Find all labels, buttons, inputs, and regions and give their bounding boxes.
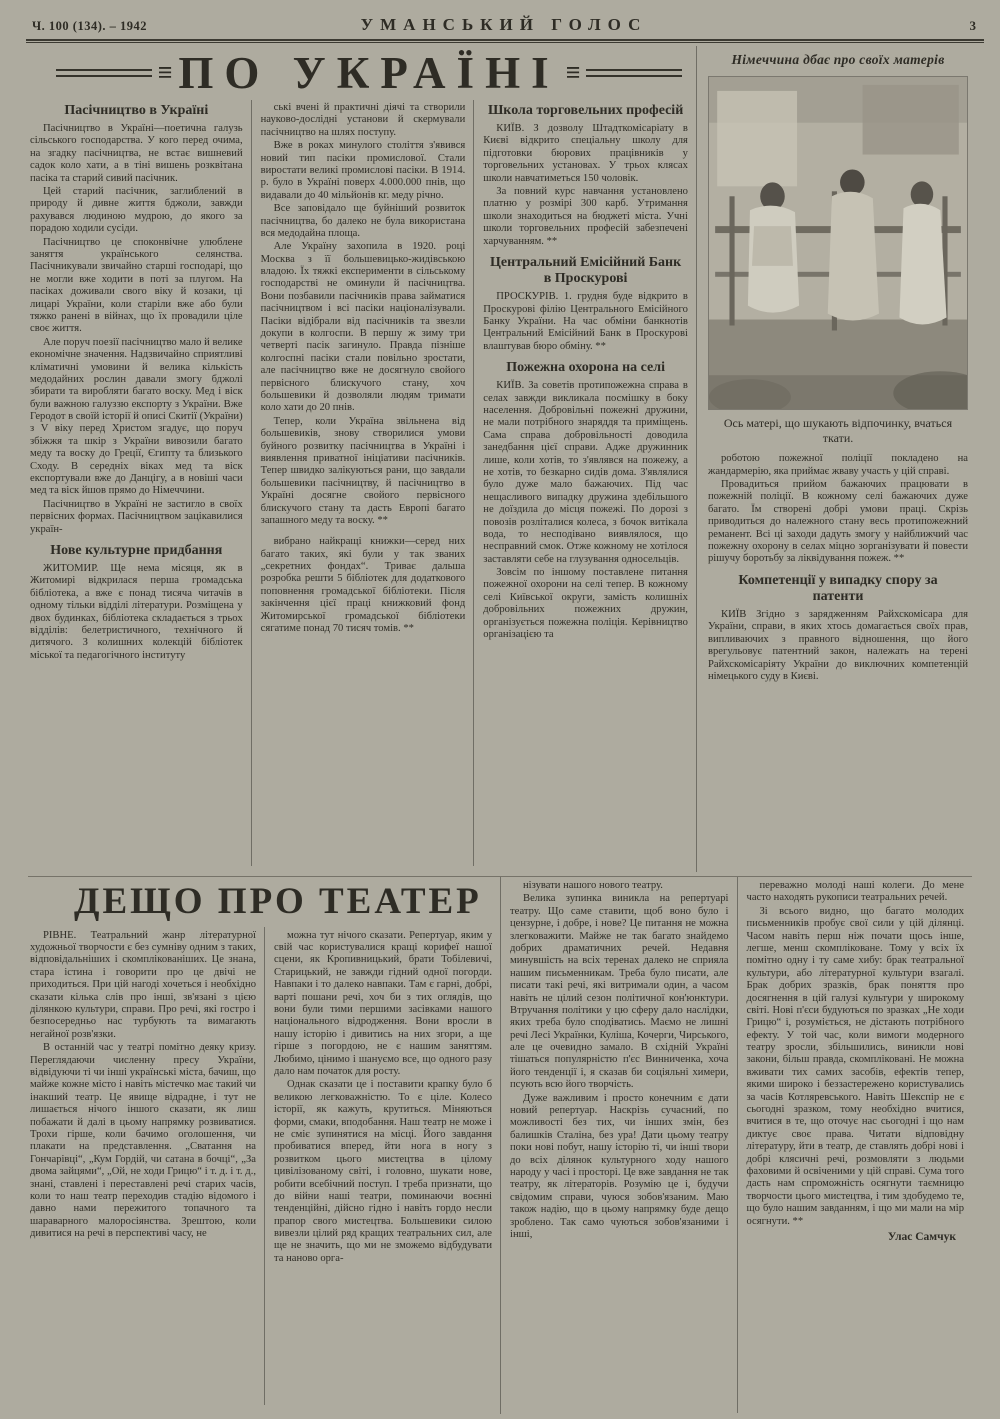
article-title-library: Нове культурне придбання bbox=[50, 542, 223, 558]
theater-column-4-text: переважно молоді наші колеги. До мене часто находять рукописи театральних речей. Зі всього видно, що багато молодих письменників пробує свої сили у цій ділянці. Часом навіть перш ніж почати щось інше, легше, менш скомпліковане. Тому у всіх їх помітно одну і ту саме хибу: брак театральної культури, або літературної культури взагалі. Брак добрих зразків, брак поняття про досягнення в цій галузі культури у широкому світі. Нові п'єси будуються по зразках „Не ходи Грицю“ і, розуміється, не дістають потрібного ефекту. У той час, коли вимоги модерного театру зросли, збільшились, виникли нові закони, більш правда, скомпліковані. Не можна вживати тих самих засобів, ефектів тепер, якими широко і беззастережено користувались за часів Котляревського. Навіть Шекспір не є сьогодні зразком, тому необхідно вчитися, вчитися в те, що оточує нас сьогодні і що нам диктує своє права. Читати відповідну літературу, йти в театр, де ставлять добрі нові і добрі клясичні речі, розмовляти з людьми фаховими й освіченими у цій справі. Сума того дасть нам спроможність осягнути таємницю творчости цього мистецтва, і тим здобудемо те, що було нашим завданням, і що ми мали на мір осягнути. ** bbox=[746, 880, 964, 1227]
theater-left-block bbox=[28, 877, 500, 1414]
theater-columns-right bbox=[501, 877, 972, 1413]
theater-column-4 bbox=[737, 877, 973, 1413]
library-text-col1: ЖИТОМИР. Ще нема місяця, як в Житомирі відкрилася перша громадська бібліотека, а вже є понад тисяча читачів в одному тільки відділі літератури. Розміщена у двох будинках, бібліотека складається з трьох відділів: белетристичного, технічного й дитячого. З колишних колекцій бібліотек міської та педагогічного інституту bbox=[30, 563, 243, 661]
masthead bbox=[32, 15, 976, 35]
page-number: 3 bbox=[969, 18, 976, 33]
column-gap bbox=[261, 528, 466, 536]
author-signature: Улас Самчук bbox=[887, 1230, 956, 1243]
theater-column-3: нізувати нашого нового театру. Велика зупинка виникла на репертуарі театру. Що саме ставити, щоб воно було і цензурне, і добре, і нове? Це питання не можна злегковажити. Майже не так багато знайдемо добрих драматичних речей. Недавня минувшість на всіх теренах далеко не сприяла нашим письменникам. Треба було писати, але писати такі речі, які витримали один, а часом навіть не цілий сезон політичної кон'юнктури. Втручання політики у цю сферу дало наслідки, яких треба було сподіватись. Маємо не лишні речі Лесі Українки, Куліша, Кочерги, Чирського, але це очевидно замало. В східній Україні тішаться популярністю п'єс Винниченка, хоча його тенденції і, я сказав би соціяльні химери, псують всю його творчість. Дуже важливим і просто конечним є дати новий репертуар. Наскрізь сучасний, по можливості без тих, чи інших змін, без балишків Сталіна, без ура! Дати цьому театру поки нові побут, нашу історію ті, чи інші твори до всіх ділянок культурного ходу нашого народу у часі і просторі. Це вже завдання не так театру, як літераторів. Розумію це і, будучи свідомим справи, чуюся зобов'язаним. Маю також надію, що в цьому напрямку буде дещо зроблено. Так само чуються зобов'язаними і інші, bbox=[510, 880, 729, 1240]
headline-rule-right bbox=[586, 69, 682, 77]
article-title-bank: Центральний Емісійний Банк в Проскурові bbox=[490, 255, 682, 287]
theater-column-1: РІВНЕ. Театральний жанр літературної художньої творчости є без сумніву одним з таких, відповідальніших і скомплікованіших. Це знана, стара істина і говорити про це двічі не приходиться. При цій нагоді хочеться і необхідно сказати кілька слів про інші, зв'язані з цією ділянкою культури, справи. Про речі, які гостро і безпосередньо нас турбують та вимагають негайної розв'язки. В останній час у театрі помітно деяку кризу. Переглядаючи численну пресу України, відвідуючи ті чи інші українські міста, бачиш, що майже кожне місто і навіть містечко має такий чи інакший театр. Це явище відрадне, і тут не лишається нічого іншого сказати, як лиш побажати й далі в цьому напрямку розвиватися. Трохи гірше, коли бачимо оголошення, чи плакати на представлення. „Сватання на Гончарівці“, „Кум Гордій, чи сатана в бочці“, „За двома зайцями“, „Ой, не ходи Грицю“ і т. д. і т. д., знані, ставлені і переставлені речі старих часів, коли то наш театр переходив стадію відомого і давно нами пережитого топачного та шараварного малоросіянства. Зрештою, коли дивитися на речі в перспективі часу, не bbox=[30, 929, 256, 1240]
mothers-weaving-photo bbox=[708, 76, 968, 410]
patents-text: КИЇВ Згідно з зарядженням Райхскомісара для України, справи, в яких хтось домагається своїх прав, випливаючих з правного відношення, що його врегульовує патентний закон, належать на терені Райхскомісаріяту України до виключних компетенцій німецького суду в Києві. bbox=[708, 608, 968, 682]
photo-window bbox=[717, 91, 797, 186]
fire-text-col3: КИЇВ. За советів протипожежна справа в селах завжди викликала посмішку в боку населення. Добровільні пожежні дружини, не мали потрібного знаряддя та приміщень. Сама справа добровільності доводила занедбання цієї справи. Адже дружинник лише, коли хотів, то з'являвся на пожежу, а не хотів, то безкарно сидів дома. З'являлися було дуже мало бажаючих. Під час нещасливого випадку дружина здебільшого не доїздила до місця пожежі. По дорозі з повозів розліталися колеса, з бочок витікала вода, то несподівано виявлялося, що несправний смок. Отже кожному не хотілося заставляти себе на глузування односельців. Зовсім по іншому поставлене питання пожежної охорони на селі тепер. В кожному селі Київської округи, замість колишніх добровільних пожежних дружин, організується пожежна поліція. Керівництво організацією та bbox=[483, 380, 688, 641]
top-columns bbox=[28, 100, 696, 866]
theater-right-block bbox=[500, 877, 972, 1414]
library-text-col2: вибрано найкращі книжки—серед них багато таких, які були у так званих „секретних фондах“. Триває дальша розробка решти 5 бібліотек для додаткового поповнення громадської бібліотеки. Після закінчення цієї праці книжковий фонд Житомирської громадської бібліотеки сягатиме понад 70 тисяч томів. ** bbox=[260, 536, 466, 635]
bank-text: ПРОСКУРІВ. 1. грудня буде відкрито в Проскурові філію Центрального Емісійного Банку України. На час обміни банкнотів Центральний Емісійний Банк в Проскурові влаштував бюро обміну. ** bbox=[483, 291, 688, 352]
column-3 bbox=[473, 100, 696, 866]
column-2 bbox=[251, 100, 474, 866]
section-po-ukraini bbox=[28, 46, 972, 872]
headline-bars-left: ≡ bbox=[157, 58, 173, 87]
theater-column-2: можна тут нічого сказати. Репертуар, яким у свій час користувалися кращі корифеї нашої сцени, як Кропивницький, брати Тобілевичі, Старицький, не завжди гідний одної погорди. Навпаки і то далеко навпаки. Там є гарні, добрі, варті пошани речі, хоч би з тих оглядів, що вони були тими першими засівками нашого національного відродження. Вони вросли в нашу історію і дивитись на них згори, а ще гірше з погордою, не є нашим заняттям. Любимо, цінимо і шануємо все, що одного разу дало нам початок для росту. Однак сказати це і поставити крапку було б великою легковажністю. То є ціле. Колесо історії, як кажуть, крутиться. Міняються форми, смаки, вподобання. Наш театр не може і не сміє зупинятися на місці. Його завдання пробиватися вперед, йти нога в ногу з розвитком цього мистецтва в цілому цивілізованому світі, і головно, шукати нове, робити всебічний поступ. І треба признати, що до війни наші театри, поминаючи воєнні тенденційні, дійсно гідно і навіть гордо несли прапор свого мистецтва. Большевики силою вивезли цілий ряд кращих театральних сил, але ще не значить, що ми не зможемо відбудувати та наново орга- bbox=[264, 927, 500, 1405]
headline-rule-left bbox=[56, 69, 152, 77]
theater-headline: ДЕЩО ПРО ТЕАТЕР bbox=[74, 881, 482, 922]
article-title-fire: Пожежна охорона на селі bbox=[506, 360, 666, 376]
column-1 bbox=[28, 100, 251, 866]
po-ukraini-left-block bbox=[28, 46, 696, 872]
feature-column bbox=[696, 46, 972, 872]
beekeeping-text-col2: ські вчені й практичні діячі та створили науково-дослідні установи й скермували пасічництво на шлях поступу. Вже в роках минулого століття з'явився новий тип пасіки промислової. Стали виростати великі промислові пасіки. В 1914. р. було в Україні поверх 4.000.000 пнів, що видавали до 40 мільйонів кг. меду річно. Все заповідало ще буйніший розвиток пасічництва, бо далеко не була використана вся медодайна площа. Але Україну захопила в 1920. році Москва з її большевицько-жидівською владою. Їх тяжкі експерименти в сільському господарстві не оминули й пасічництва. Вони позбавили пасічників права займатися пасічництвом і всі пасіки націоналізували. Пасіки відібрали від пасічників та звезли докупи в колгоспи. В першу ж зиму три четверті пасік загинуло. Правда пізніше колгоспні пасіки стали повільно зростати, але пасічництво вже не досягнуло свойого первісного блискучого стану, хоч большевики й дозволяли людям тримати коло хати до 20 пнів. Тепер, коли Україна звільнена від большевиків, знову створилися умови буйного розвитку пасічництва в Україні і виявлення приватної ініціативи пасічників. Тепер швидко залікуються рани, що завдали большевики пасічництву, й пасічництво в Україні досягне свойого первісного блискучого стану та дасть Европі багато запашного меду та воску. ** bbox=[260, 102, 466, 526]
headline-text: ПО УКРАЇНІ bbox=[178, 47, 560, 98]
theater-columns-left bbox=[28, 927, 500, 1405]
fire-text-col4: роботою пожежної поліції покладено на жандармерію, яка приймає жваву участь у цій справі. Провадиться прийом бажаючих працювати в пожежній поліції. В кожному селі бажаючих дуже багато. Їм створені добрі умови праці. Скрізь приводиться до належного стану весь протипожежний реманент. Всі ці заходи дадуть змогу у найближчий час пожежну охорону в селах міцно зорганізувати й повести рішучу боротьбу за ліквідування пожеж. ** bbox=[708, 453, 968, 565]
article-title-trade-school: Школа торговельних професій bbox=[487, 103, 684, 118]
beekeeping-text-col1: Пасічництво в Україні—поетична галузь сільського господарства. У кого перед очима, на згадку пасічництва, не встає вишневий садок коло хати, а в тіні вишень розквітана пасіка та старий сивий пасічник. Цей старий пасічник, заглиблений в природу й дивне життя бджоли, завжди рахувався людиною мудрою, до якого за порадою ходили сусіди. Пасічництво це споконвічне улюблене заняття українського селянства. Пасічникували звичайно старші господарі, що не могли вже ходити в поті за плугом. На пасіках доживали свого віку й козаки, ці лицарі України, коли старіли вже або були тяжко ранені в війнах, що їх провадили ціле своє життя. Але поруч поезії пасічництво мало й велике економічне значення. Надзвичайно сприятливі кліматичні умовини й велика кількість медодайних рослин давали змогу бджолі збирати та виробляти багато воску. Мед і віск були важною галуззю експорту з України. Вже Геродот в своїй історії й описі Скитії (України) з V віку перед Христом згадує, що поруч збіжжя та шкір з України вивозили багато меду та воску до Греції, Єгипту та близького Сходу. В середніх віках мед та віск експортували вже до Данцігу, а в новіші часи мед та віск йшов прямо до Німеччини. Пасічництво в Україні не застигло в своїх первісних формах. Пасічництвом зацікавилися україн- bbox=[30, 123, 243, 535]
photo-caption: Ось матері, що шукають відпочинку, вчаться ткати. bbox=[723, 416, 953, 445]
section-headline bbox=[28, 46, 696, 100]
article-title-patents: Компетенції у випадку спору за патенти bbox=[738, 572, 938, 604]
masthead-rule bbox=[26, 39, 984, 43]
feature-header: Німеччина дбає про своїх матерів bbox=[731, 52, 945, 67]
headline-bars-right: ≡ bbox=[565, 58, 581, 87]
article-title-beekeeping: Пасічництво в Україні bbox=[64, 103, 209, 118]
section-theater bbox=[28, 876, 972, 1414]
newspaper-title: УМАНСЬКИЙ ГОЛОС bbox=[360, 15, 648, 34]
issue-number: Ч. 100 (134). – 1942 bbox=[32, 19, 147, 33]
trade-school-text: КИЇВ. З дозволу Штадткомісаріату в Києві відкрито спеціальну школу для підготовки бюрових працівників у торговельних установах. У трьох клясах школи навчатиметься 150 чоловік. За повний курс навчання установлено платню у розмірі 300 карб. Утримання школи знаходиться на бюджеті міста. Учні школи торговельних професій забезпечені харчуванням. ** bbox=[483, 123, 688, 247]
